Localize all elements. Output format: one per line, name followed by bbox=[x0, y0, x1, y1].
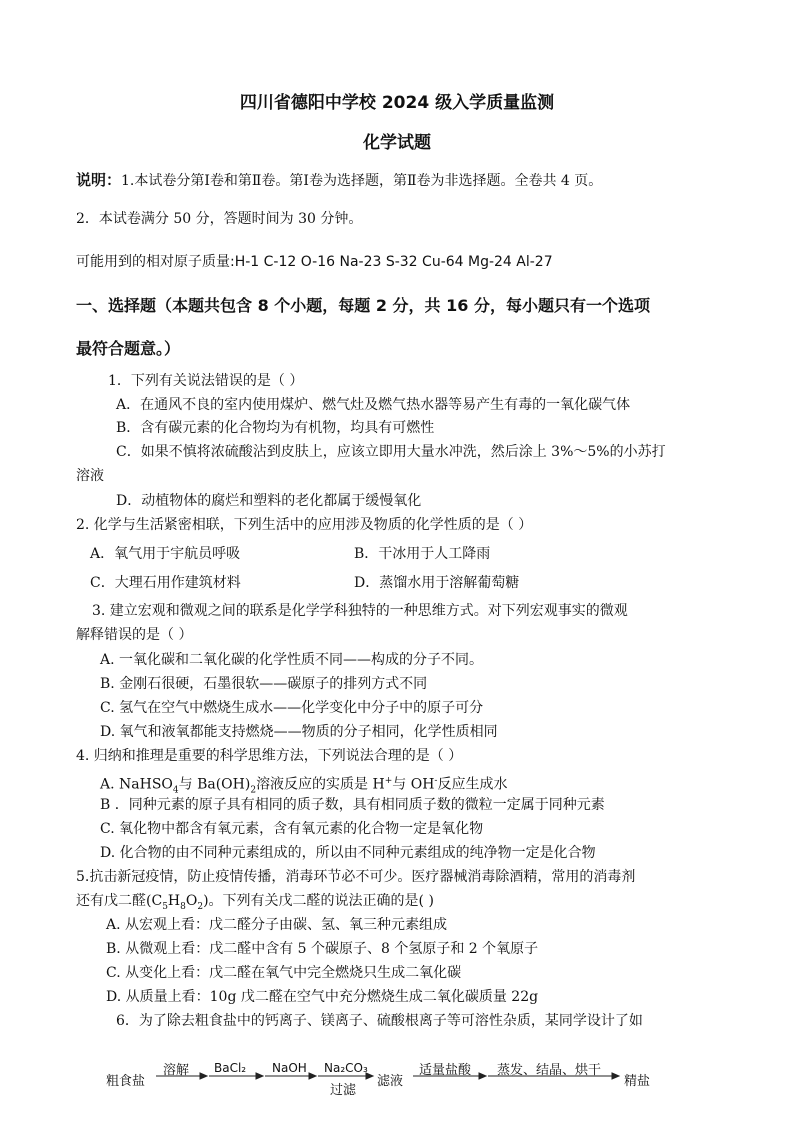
section-heading-line-1: 一、选择题（本题共包含 8 个小题，每题 2 分，共 16 分，每小题只有一个选项 bbox=[76, 296, 650, 315]
q2-option-d: D．蒸馏水用于溶解葡萄糖 bbox=[354, 575, 520, 591]
page-title: 四川省德阳中学校 2024 级入学质量监测 bbox=[239, 93, 555, 113]
q5-stem-2 bbox=[76, 891, 434, 917]
instructions-label: 说明： bbox=[76, 171, 122, 189]
flow-step-bacl2: BaCl₂ bbox=[214, 1061, 247, 1075]
q4-a-text-4: 与 OH bbox=[392, 776, 435, 793]
q5-stem-text-2: H bbox=[167, 893, 181, 909]
q5-option-b: B. 从微观上看：戊二醛中含有 5 个碳原子、8 个氢原子和 2 个氧原子 bbox=[106, 941, 539, 957]
q4-a-sub-2: 2 bbox=[250, 785, 257, 796]
q4-a-text-3: 溶液反应的实质是 H bbox=[256, 776, 385, 793]
arrow-5-head bbox=[479, 1073, 486, 1079]
section-heading-line-2: 最符合题意。） bbox=[76, 339, 181, 358]
q4-a-sup-2: - bbox=[434, 776, 438, 786]
q4-option-d: D. 化合物的由不同种元素组成的，所以由不同种元素组成的纯净物一定是化合物 bbox=[100, 845, 596, 861]
q3-option-b: B. 金刚石很硬，石墨很软——碳原子的排列方式不同 bbox=[100, 676, 428, 692]
q3-stem-2: 解释错误的是（ ） bbox=[76, 627, 193, 643]
flow-step-na2co3: Na₂CO₃ bbox=[324, 1061, 368, 1075]
flow-start: 粗食盐 bbox=[106, 1074, 146, 1089]
q1-option-a: A．在通风不良的室内使用煤炉、燃气灶及燃气热水器等易产生有毒的一氧化碳气体 bbox=[116, 397, 631, 413]
q6-stem: 6．为了除去粗食盐中的钙离子、镁离子、硫酸根离子等可溶性杂质，某同学设计了如 bbox=[116, 1013, 643, 1029]
q4-option-c: C. 氧化物中都含有氧元素，含有氧元素的化合物一定是氧化物 bbox=[100, 821, 484, 837]
q1-option-c: C．如果不慎将浓硫酸沾到皮肤上，应该立即用大量水冲洗，然后涂上 3%～5%的小苏打 bbox=[116, 444, 666, 460]
instructions-text-1: 1.本试卷分第Ⅰ卷和第Ⅱ卷。第Ⅰ卷为选择题，第Ⅱ卷为非选择题。全卷共 4 页。 bbox=[121, 173, 603, 189]
q3-stem-1: 3. 建立宏观和微观之间的联系是化学学科独特的一种思维方式。对下列宏观事实的微观 bbox=[92, 603, 628, 619]
page-subtitle: 化学试题 bbox=[363, 133, 431, 153]
q4-option-b: B ．同种元素的原子具有相同的质子数，具有相同质子数的微粒一定属于同种元素 bbox=[100, 797, 605, 813]
q5-option-a: A. 从宏观上看：戊二醛分子由碳、氢、氧三种元素组成 bbox=[106, 917, 448, 933]
q2-option-b: B．干冰用于人工降雨 bbox=[354, 546, 491, 562]
atomic-masses: 可能用到的相对原子质量:H-1 C-12 O-16 Na-23 S-32 Cu-64 Mg-24 Al-27 bbox=[76, 254, 553, 270]
q1-option-d: D．动植物体的腐烂和塑料的老化都属于缓慢氧化 bbox=[116, 493, 422, 509]
q5-stem-text-4: )。下列有关戊二醛的说法正确的是( ) bbox=[203, 893, 434, 909]
q1-option-b: B．含有碳元素的化合物均为有机物，均具有可燃性 bbox=[116, 420, 435, 436]
q4-a-text-2: 与 Ba(OH) bbox=[178, 776, 251, 793]
q3-option-d: D. 氧气和液氧都能支持燃烧——物质的分子相同，化学性质相同 bbox=[100, 724, 498, 740]
flow-step-filter: 过滤 bbox=[330, 1083, 357, 1098]
flow-step-evaporate: 蒸发、结晶、烘干 bbox=[497, 1063, 602, 1078]
q5-stem-text-3: O bbox=[185, 893, 198, 909]
flow-filtrate: 滤液 bbox=[377, 1074, 404, 1089]
arrow-6-head bbox=[612, 1073, 619, 1079]
q5-stem-sub-3: 2 bbox=[197, 901, 204, 912]
flow-end: 精盐 bbox=[624, 1074, 651, 1089]
q4-a-sub-1: 4 bbox=[172, 785, 179, 796]
q4-a-text-5: 反应生成水 bbox=[437, 776, 508, 793]
q4-stem: 4. 归纳和推理是重要的科学思维方法，下列说法合理的是（ ） bbox=[76, 748, 463, 764]
q2-option-c: C．大理石用作建筑材料 bbox=[90, 575, 241, 591]
arrow-3-head bbox=[309, 1073, 316, 1079]
instructions-line-1 bbox=[76, 170, 602, 191]
q1-stem: 1．下列有关说法错误的是（ ） bbox=[108, 373, 304, 389]
q4-a-sup-1: + bbox=[384, 776, 393, 786]
q5-option-c: C. 从变化上看：戊二醛在氧气中完全燃烧只生成二氧化碳 bbox=[106, 965, 462, 981]
q2-stem: 2. 化学与生活紧密相联，下列生活中的应用涉及物质的化学性质的是（ ） bbox=[76, 517, 533, 533]
q5-stem-sub-2: 8 bbox=[180, 901, 186, 912]
flow-step-dissolve: 溶解 bbox=[163, 1063, 190, 1078]
flow-step-hcl: 适量盐酸 bbox=[419, 1063, 472, 1078]
q3-option-c: C. 氢气在空气中燃烧生成水——化学变化中分子中的原子可分 bbox=[100, 700, 484, 716]
flow-step-naoh: NaOH bbox=[272, 1061, 307, 1075]
q5-stem-1: 5.抗击新冠疫情，防止疫情传播，消毒环节必不可少。医疗器械消毒除酒精，常用的消毒剂 bbox=[76, 869, 636, 885]
q2-option-a: A．氧气用于宇航员呼吸 bbox=[90, 546, 241, 562]
arrow-2-head bbox=[256, 1073, 263, 1079]
process-flow-diagram bbox=[0, 1055, 794, 1105]
q5-stem-text-1: 还有戊二醛(C bbox=[76, 893, 163, 909]
q5-stem-sub-1: 5 bbox=[162, 901, 168, 912]
q1-option-c-cont: 溶液 bbox=[76, 468, 104, 484]
q3-option-a: A. 一氧化碳和二氧化碳的化学性质不同——构成的分子不同。 bbox=[100, 652, 484, 668]
instructions-line-2: 2．本试卷满分 50 分，答题时间为 30 分钟。 bbox=[76, 211, 363, 227]
arrow-1-head bbox=[200, 1073, 207, 1079]
q4-a-text-1: A. NaHSO bbox=[100, 776, 173, 793]
q5-option-d: D. 从质量上看：10g 戊二醛在空气中充分燃烧生成二氧化碳质量 22g bbox=[106, 989, 539, 1005]
